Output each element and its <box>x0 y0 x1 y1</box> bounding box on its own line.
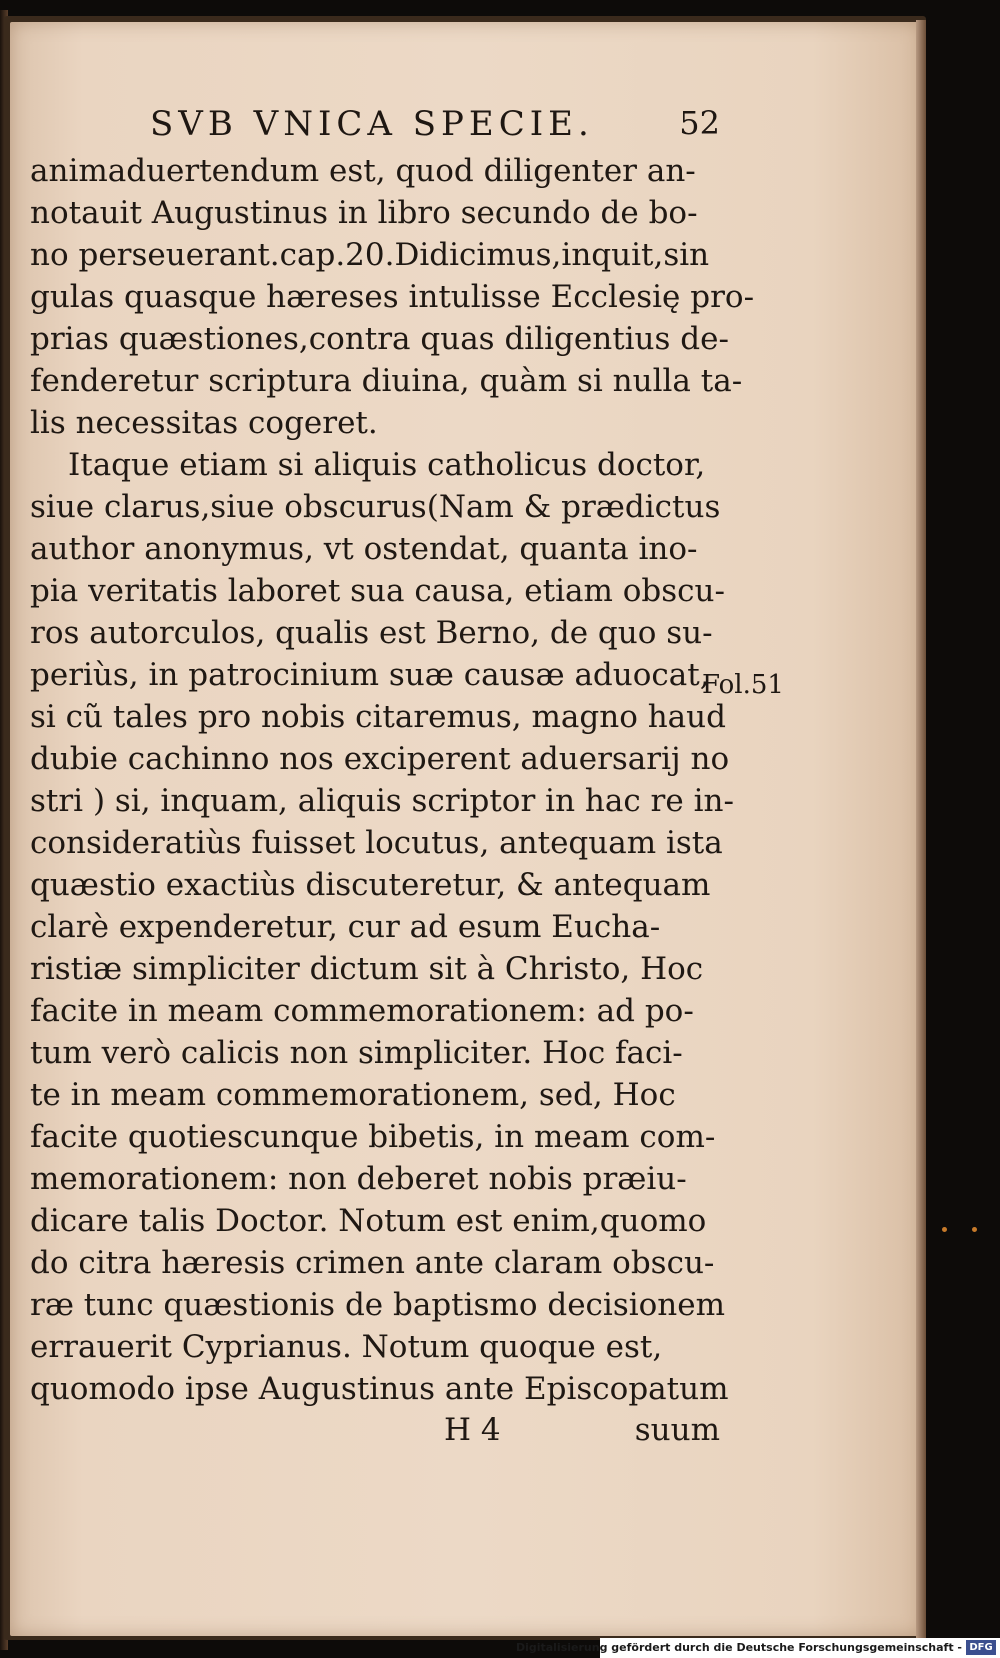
text-line: fenderetur scriptura diuina, quàm si nulla ta- <box>30 363 743 399</box>
funding-credit: Digitalisierung gefördert durch die Deutsche Forschungsgemeinschaft - <box>515 1641 962 1654</box>
text-line: dicare talis Doctor. Notum est enim,quomo <box>30 1203 707 1239</box>
text-line: author anonymus, vt ostendat, quanta ino- <box>30 531 698 567</box>
folio-number: 52 <box>679 104 720 142</box>
text-line: siue clarus,siue obscurus(Nam & prædictus <box>30 489 721 525</box>
text-line: ros autorculos, qualis est Berno, de quo su- <box>30 615 713 651</box>
page-footer <box>30 1412 720 1454</box>
text-line: quæstio exactiùs discuteretur, & antequam <box>30 867 711 903</box>
text-line: te in meam commemorationem, sed, Hoc <box>30 1077 676 1113</box>
text-line: prias quæstiones,contra quas diligentius de- <box>30 321 729 357</box>
running-head <box>30 104 720 152</box>
text-line: ræ tunc quæstionis de baptismo decisionem <box>30 1287 726 1323</box>
text-line: facite in meam commemorationem: ad po- <box>30 993 694 1029</box>
dfg-logo[interactable]: DFG <box>966 1640 996 1655</box>
text-line: pia veritatis laboret sua causa, etiam obscu- <box>30 573 725 609</box>
text-line: consideratiùs fuisset locutus, antequam ista <box>30 825 723 861</box>
scan-artifact <box>972 1227 977 1232</box>
margin-note: Fol.51 <box>702 670 784 700</box>
text-line: gulas quasque hæreses intulisse Ecclesię pro- <box>30 279 755 315</box>
credit-bar <box>515 1638 1000 1658</box>
text-line: stri ) si, inquam, aliquis scriptor in hac re in- <box>30 783 734 819</box>
running-title: SVB VNICA SPECIE. <box>150 104 594 144</box>
text-line: do citra hæresis crimen ante claram obscu- <box>30 1245 715 1281</box>
text-line: dubie cachinno nos exciperent aduersarij no <box>30 741 730 777</box>
text-line: ristiæ simpliciter dictum sit à Christo, Hoc <box>30 951 704 987</box>
signature-mark: H 4 <box>444 1412 501 1448</box>
scan-artifact <box>942 1227 947 1232</box>
text-line: periùs, in patrocinium suæ causæ aduocat, <box>30 657 710 693</box>
text-line: errauerit Cyprianus. Notum quoque est, <box>30 1329 663 1365</box>
text-line: quomodo ipse Augustinus ante Episcopatum <box>30 1371 729 1407</box>
text-line: memorationem: non deberet nobis præiu- <box>30 1161 687 1197</box>
text-line: clarè expenderetur, cur ad esum Eucha- <box>30 909 661 945</box>
text-line: si cũ tales pro nobis citaremus, magno haud <box>30 699 726 735</box>
page-edge <box>916 20 926 1638</box>
text-line: notauit Augustinus in libro secundo de bo- <box>30 195 698 231</box>
text-line: animaduertendum est, quod diligenter an- <box>30 153 696 189</box>
text-line: Itaque etiam si aliquis catholicus doctor, <box>68 447 706 483</box>
text-line: facite quotiescunque bibetis, in meam com- <box>30 1119 716 1155</box>
catchword: suum <box>634 1412 720 1448</box>
text-line: tum verò calicis non simpliciter. Hoc faci- <box>30 1035 683 1071</box>
text-line: no perseuerant.cap.20.Didicimus,inquit,sin <box>30 237 710 273</box>
text-line: lis necessitas cogeret. <box>30 405 378 441</box>
